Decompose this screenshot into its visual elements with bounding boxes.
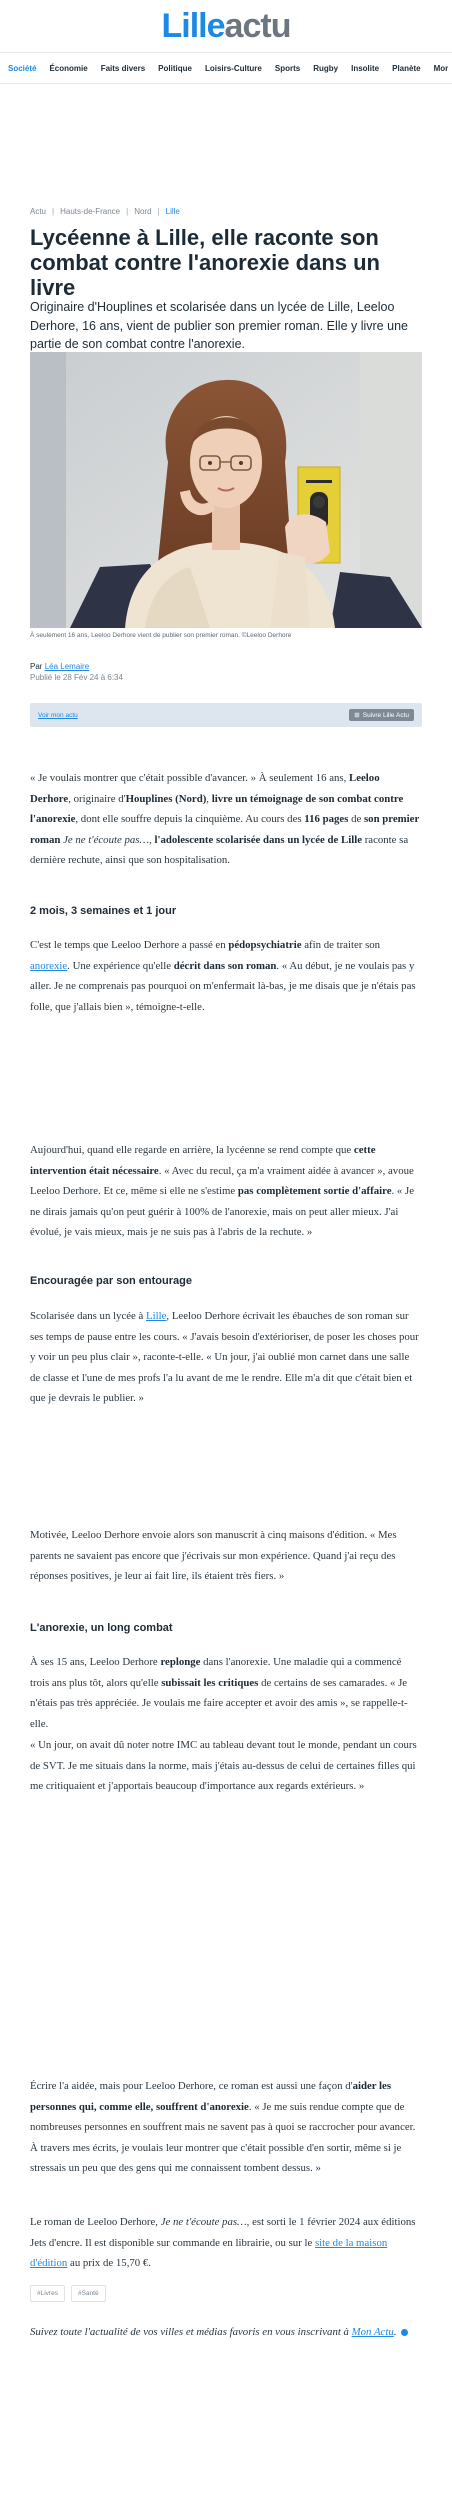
paragraph-helping (30, 2076, 422, 2179)
anorexie-link[interactable]: anorexie (30, 959, 68, 972)
text-bold: 116 pages (304, 813, 349, 825)
byline-prefix: Par (30, 662, 43, 671)
text-run: de certains de ses camarades. « Je n'étais pas très appréciée. Je voulais me faire accepter et avoir des amis », se rappelle-t-elle. (30, 1676, 408, 1730)
paragraph-writing (30, 1306, 422, 1409)
text-bold: son premier roman (30, 813, 420, 846)
nav-item-planete[interactable]: Planète (392, 63, 421, 73)
breadcrumb-separator: | (52, 207, 55, 216)
text-run: , originaire d' (68, 792, 126, 805)
text-run: , (206, 792, 212, 805)
subheading-combat: L'anorexie, un long combat (30, 1622, 173, 1634)
nav-item-economie[interactable]: Économie (49, 63, 88, 73)
logo-lille: Lille (161, 7, 225, 45)
text-bold: Houplines (Nord) (125, 792, 207, 805)
text-bold: livre un témoignage de son combat contre l'anorexie (30, 792, 404, 825)
breadcrumb-region[interactable]: Hauts-de-France (60, 207, 121, 216)
nav-item-rugby[interactable]: Rugby (313, 63, 339, 73)
text-run: , (149, 833, 155, 846)
nav-item-societe[interactable]: Société (8, 63, 37, 73)
paragraph-hospital (30, 935, 422, 1017)
nav-item-loisirs-culture[interactable]: Loisirs-Culture (204, 63, 262, 73)
text-run: au prix de 15,70 €. (67, 2257, 152, 2269)
tag-livres[interactable]: #Livres (30, 2285, 65, 2302)
nav-item-politique[interactable]: Politique (158, 63, 192, 73)
text-run: , est sorti le 1 février 2024 aux éditions Jets d'encre. Il est disponible sur commande en librairie, ou sur le (30, 2216, 416, 2249)
tag-list (30, 2285, 422, 2302)
article-title: Lycéenne à Lille, elle raconte son combat contre l'anorexie dans un livre (30, 225, 380, 300)
breadcrumb-actu[interactable]: Actu (30, 207, 47, 216)
byline (30, 662, 422, 671)
text-bold: subissait les critiques (161, 1676, 259, 1689)
main-nav (0, 52, 452, 84)
text-run: . Une expérience qu'elle (67, 959, 174, 972)
text-run: raconte sa dernière rechute, ainsi que son hospitalisation. (30, 833, 409, 866)
paragraph-book-info (30, 2212, 422, 2274)
text-run: . « Je me suis rendue compte que de nombreuses personnes en souffrent mais ne savent pas à quoi se raccrocher pour avancer. À travers mes écrits, je voulais leur montrer que c'était possible d'en sortir, même si je stressais un peu que des gens qui me connaissent tombent dessus. » (30, 2100, 416, 2174)
lille-link[interactable]: Lille (146, 1310, 167, 1322)
text-bold: aider les personnes qui, comme elle, souffrent d'anorexie (30, 2080, 392, 2113)
text-run: Le roman de Leeloo Derhore, (30, 2216, 161, 2228)
text-bold: décrit dans son roman (173, 959, 277, 972)
plus-icon: ⊞ (354, 712, 360, 719)
text-bold: replonge (160, 1656, 201, 1668)
text-run: . « Je ne dirais jamais qu'on peut guérir à 100% de l'anorexie, mais on peut aller mieux. J'ai évolué, je vais mieux, mais je ne suis pas à l'abris de la rechute. » (30, 1185, 415, 1238)
text-run: À ses 15 ans, Leeloo Derhore (30, 1656, 161, 1668)
text-run: Suivez toute l'actualité de vos villes et médias favoris en vous inscrivant à (30, 2326, 352, 2338)
text-run: C'est le temps que Leeloo Derhore a passé en (30, 939, 229, 951)
text-run: Scolarisée dans un lycée à (30, 1310, 147, 1322)
breadcrumb-department[interactable]: Nord (134, 207, 152, 216)
text-italic: Je ne t'écoute pas… (160, 2216, 247, 2228)
paragraph-publishing: Motivée, Leeloo Derhore envoie alors son manuscrit à cinq maisons d'édition. « Mes parents ne savaient pas encore que j'écrivais sur mon expérience. Quand j'ai reçu des réponses positives, je leur ai fait lire, ils étaient très fiers. » (30, 1529, 397, 1582)
text-run: Aujourd'hui, quand elle regarde en arrière, la lycéenne se rend compte que (30, 1144, 354, 1156)
publish-date: Publié le 28 Fév 24 à 6:34 (30, 673, 123, 682)
follow-button[interactable] (349, 709, 414, 721)
text-run: de (348, 813, 364, 825)
text-run: . (393, 2326, 397, 2338)
breadcrumb-city[interactable]: Lille (165, 207, 180, 216)
breadcrumb-separator: | (157, 207, 160, 216)
text-run: « Je voulais montrer que c'était possible d'avancer. » À seulement 16 ans, (30, 772, 350, 784)
publisher-site-link[interactable]: site de la maison d'édition (30, 2236, 388, 2269)
text-run: , Leeloo Derhore écrivait les ébauches de son roman sur ses temps de pause entre les cours. « J'avais besoin d'extérioriser, de poser les choses pour y voir un peu plus clair », raconte-t-elle. « Un jour, j'ai oublié mon carnet dans une salle de classe et l'une de mes profs l'a lu avant de me le rendre. Elle m'a dit que c'était bien et que je devrais le publier. » (30, 1310, 419, 1404)
breadcrumb-separator: | (126, 207, 129, 216)
text-run: , dont elle souffre depuis la cinquième. Au cours des (75, 813, 305, 825)
text-bold: Leeloo Derhore (30, 772, 380, 805)
logo-actu: actu (224, 7, 291, 45)
text-run: afin de traiter son (301, 939, 381, 951)
breadcrumb (30, 207, 422, 216)
nav-item-more[interactable]: Mor (433, 63, 449, 73)
tag-sante[interactable]: #Santé (71, 2285, 106, 2302)
see-my-news-link[interactable]: Voir mon actu (38, 711, 78, 719)
article-lead: Originaire d'Houplines et scolarisée dans un lycée de Lille, Leeloo Derhore, 16 ans, vient de publier son premier roman. Elle y livre une partie de son combat contre l'anorexie. (30, 300, 408, 351)
text-italic: Je ne t'écoute pas… (60, 833, 150, 846)
article-photo (30, 352, 422, 628)
nav-item-faits-divers[interactable]: Faits divers (100, 63, 146, 73)
text-run: . « Avec du recul, ça m'a vraiment aidée à avancer », avoue Leeloo Derhore. Et ce, même si elle ne s'estime (30, 1164, 414, 1197)
mon-actu-link[interactable]: Mon Actu (351, 2326, 394, 2338)
paragraph-recovery (30, 1140, 422, 1243)
nav-item-insolite[interactable]: Insolite (351, 63, 380, 73)
text-run: Écrire l'a aidée, mais pour Leeloo Derhore, ce roman est aussi une façon d' (30, 2080, 353, 2092)
subheading-hospital: 2 mois, 3 semaines et 1 jour (30, 905, 177, 917)
subheading-entourage: Encouragée par son entourage (30, 1275, 192, 1287)
text-run: dans l'anorexie. Une maladie qui a commencé trois ans plus tôt, alors qu'elle (30, 1656, 402, 1689)
paragraph-relapse (30, 1652, 422, 1734)
follow-bar (30, 703, 422, 727)
nav-item-sports[interactable]: Sports (274, 63, 301, 73)
site-logo[interactable] (162, 9, 291, 43)
paragraph-imc: « Un jour, on avait dû noter notre IMC au tableau devant tout le monde, pendant un cours de SVT. Je me situais dans la norme, mais j'étais au-dessus de celui de certaines filles qui me critiquaient et j'apportais beaucoup d'importance aux regards extérieurs. » (30, 1739, 417, 1792)
mon-actu-note (30, 2322, 422, 2342)
paragraph-intro (30, 768, 422, 871)
follow-button-label: Suivre Lille Actu (362, 711, 409, 719)
photo-caption: À seulement 16 ans, Leeloo Derhore vient de publier son premier roman. ©Leeloo Derhore (30, 632, 292, 639)
text-bold: pas complètement sortie d'affaire (237, 1185, 392, 1197)
site-header (0, 0, 452, 52)
mon-actu-dot-icon (401, 2329, 408, 2336)
text-run: . « Au début, je ne voulais pas y aller. Je ne comprenais pas pourquoi on m'enfermait là-bas, je me disais que je n'étais pas folle, que j'allais bien », témoigne-t-elle. (30, 959, 416, 1013)
text-bold: cette intervention était nécessaire (30, 1144, 376, 1177)
author-link[interactable]: Léa Lemaire (44, 662, 90, 671)
text-bold: pédopsychiatrie (228, 939, 302, 951)
text-bold: l'adolescente scolarisée dans un lycée de Lille (154, 833, 362, 846)
